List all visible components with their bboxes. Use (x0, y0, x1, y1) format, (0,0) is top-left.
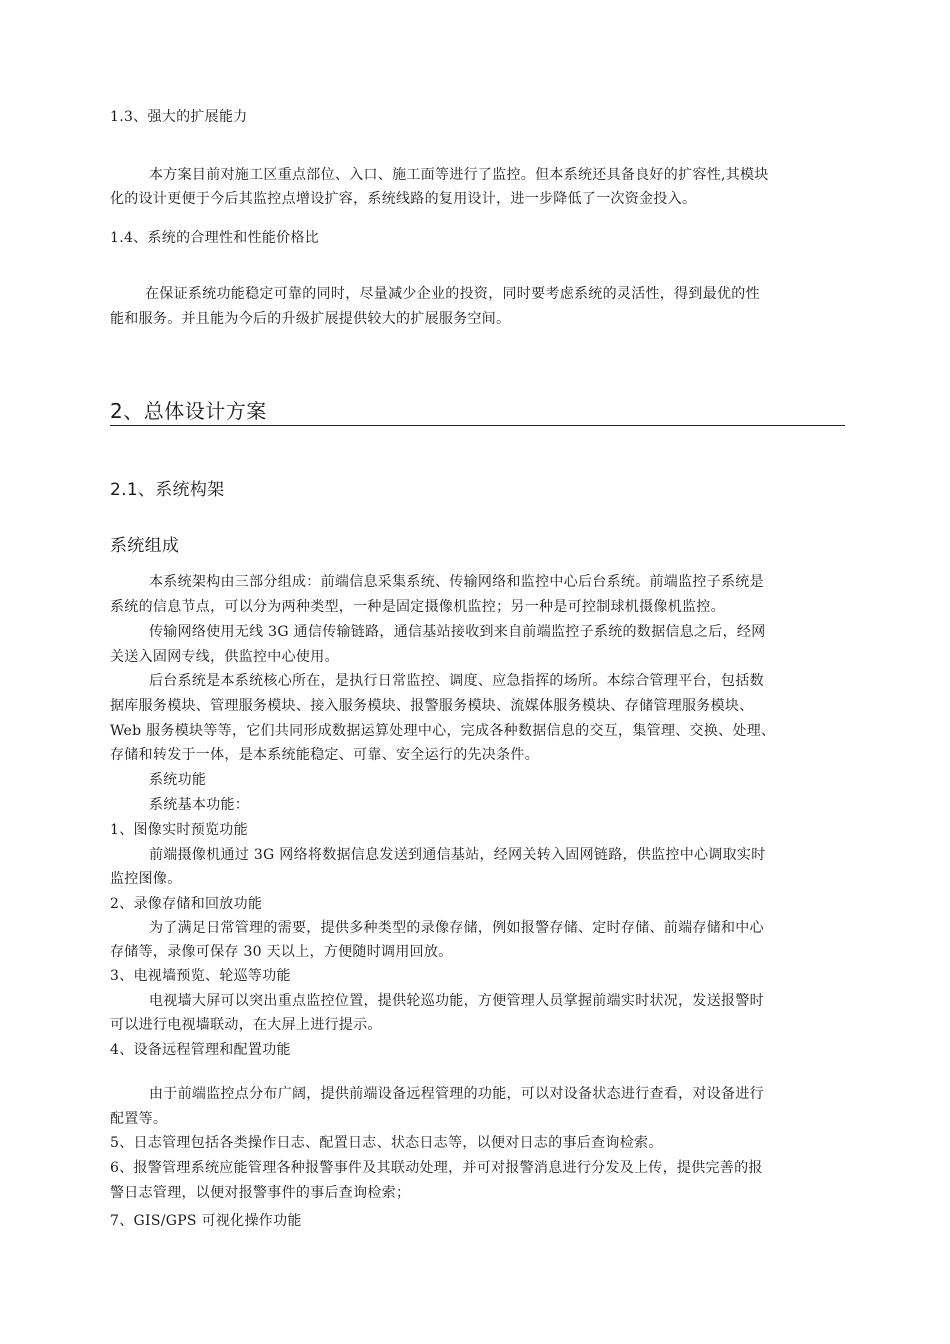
paragraph-line: 本方案目前对施工区重点部位、入口、施工面等进行了监控。但本系统还具备良好的扩容性,其模块 (149, 167, 769, 183)
paragraph-line: 关送入固网专线，供监控中心使用。 (110, 649, 339, 665)
function-item-title: 3、电视墙预览、轮巡等功能 (110, 968, 291, 984)
paragraph-line: 后台系统是本系统核心所在，是执行日常监控、调度、应急指挥的场所。本综合管理平台，包括数 (149, 673, 764, 689)
function-item-title: 2、录像存储和回放功能 (110, 896, 263, 912)
paragraph-line: Web 服务模块等等，它们共同形成数据运算处理中心，完成各种数据信息的交互，集管理、交换、处理、 (110, 723, 776, 739)
paragraph-line: 配置等。 (110, 1111, 168, 1127)
paragraph-line: 能和服务。并且能为今后的升级扩展提供较大的扩展服务空间。 (110, 311, 511, 327)
paragraph-line: 电视墙大屏可以突出重点监控位置，提供轮巡功能，方便管理人员掌握前端实时状况，发送报警时 (149, 993, 764, 1009)
paragraph-line: 警日志管理，以便对报警事件的事后查询检索； (110, 1185, 411, 1201)
paragraph-line: 由于前端监控点分布广阔，提供前端设备远程管理的功能，可以对设备状态进行查看，对设备进行 (149, 1086, 764, 1102)
paragraph-line: 系统的信息节点，可以分为两种类型，一种是固定摄像机监控；另一种是可控制球机摄像机监控。 (110, 599, 725, 615)
paragraph-line: 本系统架构由三部分组成：前端信息采集系统、传输网络和监控中心后台系统。前端监控子系统是 (149, 574, 764, 590)
paragraph-line: 传输网络使用无线 3G 通信传输链路，通信基站接收到来自前端监控子系统的数据信息之后，经网 (149, 624, 766, 640)
paragraph-line: 为了满足日常管理的需要，提供多种类型的录像存储，例如报警存储、定时存储、前端存储和中心 (149, 920, 764, 936)
function-item-title: 1、图像实时预览功能 (110, 822, 248, 838)
paragraph-line: 前端摄像机通过 3G 网络将数据信息发送到通信基站，经网关转入固网链路，供监控中心调取实时 (149, 847, 766, 863)
paragraph-line: 据库服务模块、管理服务模块、接入服务模块、报警服务模块、流媒体服务模块、存储管理服务模块、 (110, 698, 754, 714)
function-item-title: 7、GIS/GPS 可视化操作功能 (110, 1213, 302, 1229)
paragraph-line: 在保证系统功能稳定可靠的同时，尽量减少企业的投资，同时要考虑系统的灵活性，得到最优的性 (145, 286, 760, 302)
basic-function-title: 系统基本功能： (149, 797, 250, 813)
section-heading-2-1: 2.1、系统构架 (110, 480, 225, 500)
function-item-title: 5、日志管理包括各类操作日志、配置日志、状态日志等，以便对日志的事后查询检索。 (110, 1135, 663, 1151)
section-heading-1-3: 1.3、强大的扩展能力 (110, 109, 248, 125)
paragraph-line: 存储和转发于一体，是本系统能稳定、可靠、安全运行的先决条件。 (110, 747, 539, 763)
paragraph-line: 化的设计更便于今后其监控点增设扩容，系统线路的复用设计，进一步降低了一次资金投入。 (110, 191, 697, 207)
chapter-heading-2: 2、总体设计方案 (110, 398, 845, 426)
subsection-heading: 系统组成 (110, 536, 180, 556)
paragraph-line: 监控图像。 (110, 871, 182, 887)
paragraph-line: 存储等，录像可保存 30 天以上，方便随时调用回放。 (110, 944, 453, 960)
function-item-title: 6、报警管理系统应能管理各种报警事件及其联动处理，并可对报警消息进行分发及上传，提供完善的报 (110, 1160, 763, 1176)
section-heading-1-4: 1.4、系统的合理性和性能价格比 (110, 230, 320, 246)
paragraph-line: 可以进行电视墙联动，在大屏上进行提示。 (110, 1017, 382, 1033)
function-item-title: 4、设备远程管理和配置功能 (110, 1042, 291, 1058)
function-title: 系统功能 (149, 772, 207, 788)
